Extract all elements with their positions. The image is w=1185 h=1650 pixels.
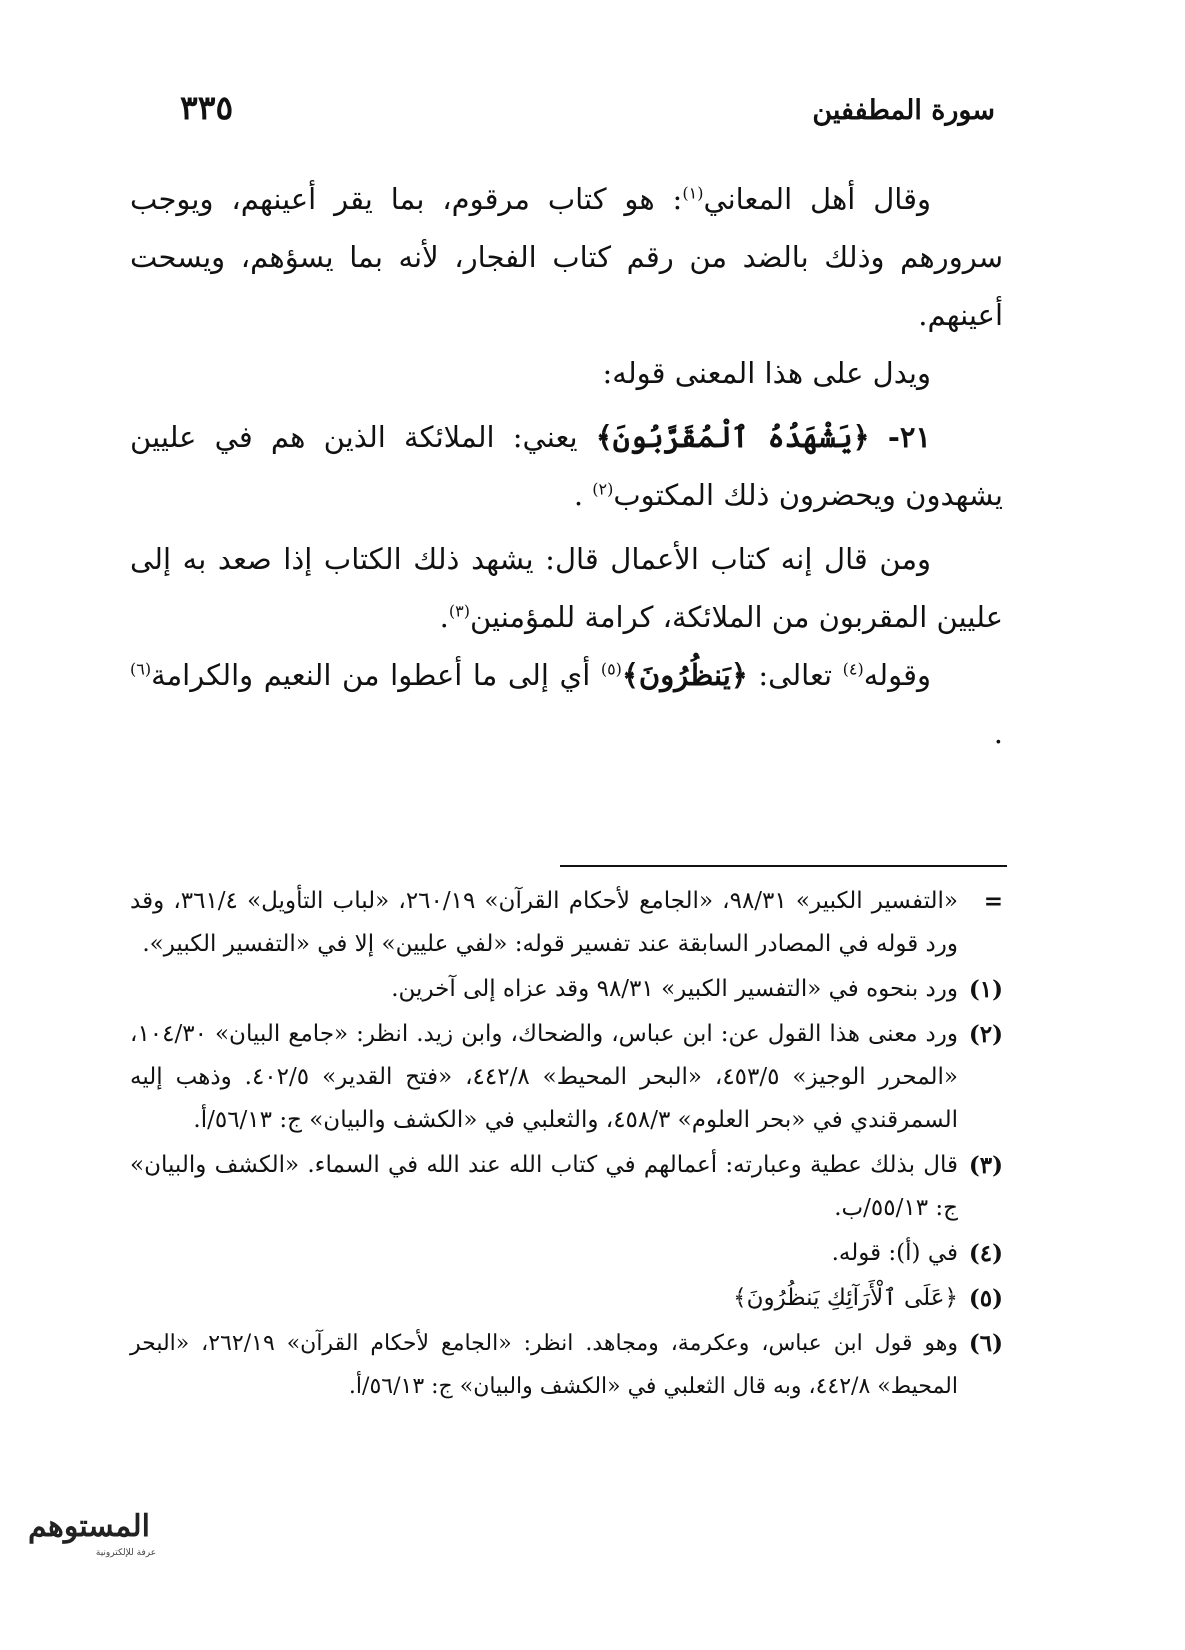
quran-verse: ﴿يَشْهَدُهُ ٱلْمُقَرَّبُونَ﴾ [595, 420, 870, 454]
paragraph-5-text-b: تعالى: [747, 658, 843, 692]
footnote-ref-5: (٥) [600, 659, 622, 679]
paragraph-2-text: ويدل على هذا المعنى قوله: [602, 356, 931, 390]
footnote-ref-1: (١) [682, 183, 704, 203]
paragraph-3-end: . [573, 478, 593, 512]
logo-text: المستوهم [28, 1509, 150, 1544]
verse-number: ٢١- [887, 420, 932, 454]
footnote-1 [130, 968, 1003, 1011]
footnote-3 [130, 1144, 1003, 1230]
footnote-marker: (٢) [968, 1021, 1003, 1048]
footnote-text: قال بذلك عطية وعبارته: أعمالهم في كتاب الله عند الله في السماء. «الكشف والبيان» ج: ٥٥/١٣/ب. [130, 1152, 958, 1221]
paragraph-3 [130, 408, 1003, 524]
footnote-marker: (١) [968, 976, 1003, 1003]
footnote-marker: (٥) [968, 1285, 1003, 1312]
footnote-marker: = [983, 888, 1003, 915]
footnote-text: ورد معنى هذا القول عن: ابن عباس، والضحاك، وابن زيد. انظر: «جامع البيان» ١٠٤/٣٠، «المحرر الوجيز» ٤٥٣/٥، «البحر المحيط» ٤٤٢/٨، «فتح القدير» ٤٠٢/٥. وذهب إليه السمرقندي في «بحر العلوم» ٤٥٨/٣، والثعلبي في «الكشف والبيان» ج: ٥٦/١٣/أ. [130, 1021, 958, 1133]
paragraph-1-text-a: وقال أهل المعاني [703, 182, 932, 216]
footnote-4 [130, 1232, 1003, 1275]
paragraph-4-end: . [439, 600, 449, 634]
logo-small-text: عرفة للإلكترونية [95, 1548, 157, 1558]
footnote-text: في (أ): قوله. [831, 1240, 958, 1266]
footnote-text: وهو قول ابن عباس، وعكرمة، ومجاهد. انظر: «الجامع لأحكام القرآن» ٢٦٢/١٩، «البحر المحيط» ٤٤٢/٨، وبه قال الثعلبي في «الكشف والبيان» ج: ٥٦/١٣/أ. [130, 1331, 958, 1399]
publisher-logo [14, 1498, 164, 1560]
footnote-text: ﴿عَلَى ٱلْأَرَآئِكِ يَنظُرُونَ﴾ [733, 1285, 958, 1311]
paragraph-4 [130, 530, 1003, 646]
footnote-ref-3: (٣) [448, 601, 470, 621]
paragraph-3-text: يعني: الملائكة الذين هم في عليين يشهدون ويحضرون ذلك المكتوب [130, 420, 1003, 512]
paragraph-5-text-a: وقوله [863, 658, 931, 692]
paragraph-1-text-b: : هو كتاب مرقوم، بما يقر أعينهم، ويوجب سرورهم وذلك بالضد من رقم كتاب الفجار، لأنه بما يسؤهم، ويسحت أعينهم. [130, 182, 1003, 332]
footnote-ref-4: (٤) [842, 659, 864, 679]
quran-verse-2: ﴿يَنظُرُونَ﴾ [621, 658, 748, 692]
paragraph-5-end: . [993, 716, 1003, 750]
footnotes [130, 880, 1003, 1410]
footnote-continued [130, 880, 1003, 966]
footnote-marker: (٤) [968, 1240, 1003, 1267]
paragraph-5 [130, 646, 1003, 762]
paragraph-1 [130, 170, 1003, 344]
footnote-text: ورد بنحوه في «التفسير الكبير» ٩٨/٣١ وقد عزاه إلى آخرين. [391, 976, 958, 1002]
footnote-separator [560, 865, 1007, 867]
footnote-text: «التفسير الكبير» ٩٨/٣١، «الجامع لأحكام القرآن» ٢٦٠/١٩، «لباب التأويل» ٣٦١/٤، وقد ورد قوله في المصادر السابقة عند تفسير قوله: «لفي عليين» إلا في «التفسير الكبير». [130, 888, 958, 957]
footnote-ref-2: (٢) [592, 479, 614, 499]
footnote-5 [130, 1277, 1003, 1320]
paragraph-5-text-c: أي إلى ما أعطوا من النعيم والكرامة [151, 658, 601, 692]
footnote-marker: (٣) [968, 1152, 1003, 1179]
paragraph-2 [130, 344, 1003, 402]
page-header [180, 88, 995, 127]
paragraph-4-text: ومن قال إنه كتاب الأعمال قال: يشهد ذلك الكتاب إذا صعد به إلى عليين المقربون من الملائكة، كرامة للمؤمنين [130, 542, 1003, 634]
footnote-ref-6: (٦) [130, 659, 152, 679]
footnote-marker: (٦) [968, 1330, 1003, 1357]
main-text [130, 170, 1003, 762]
page-number: ٣٣٥ [180, 88, 234, 127]
footnote-6 [130, 1322, 1003, 1408]
surah-title: سورة المطففين [812, 95, 995, 126]
footnote-2 [130, 1013, 1003, 1142]
